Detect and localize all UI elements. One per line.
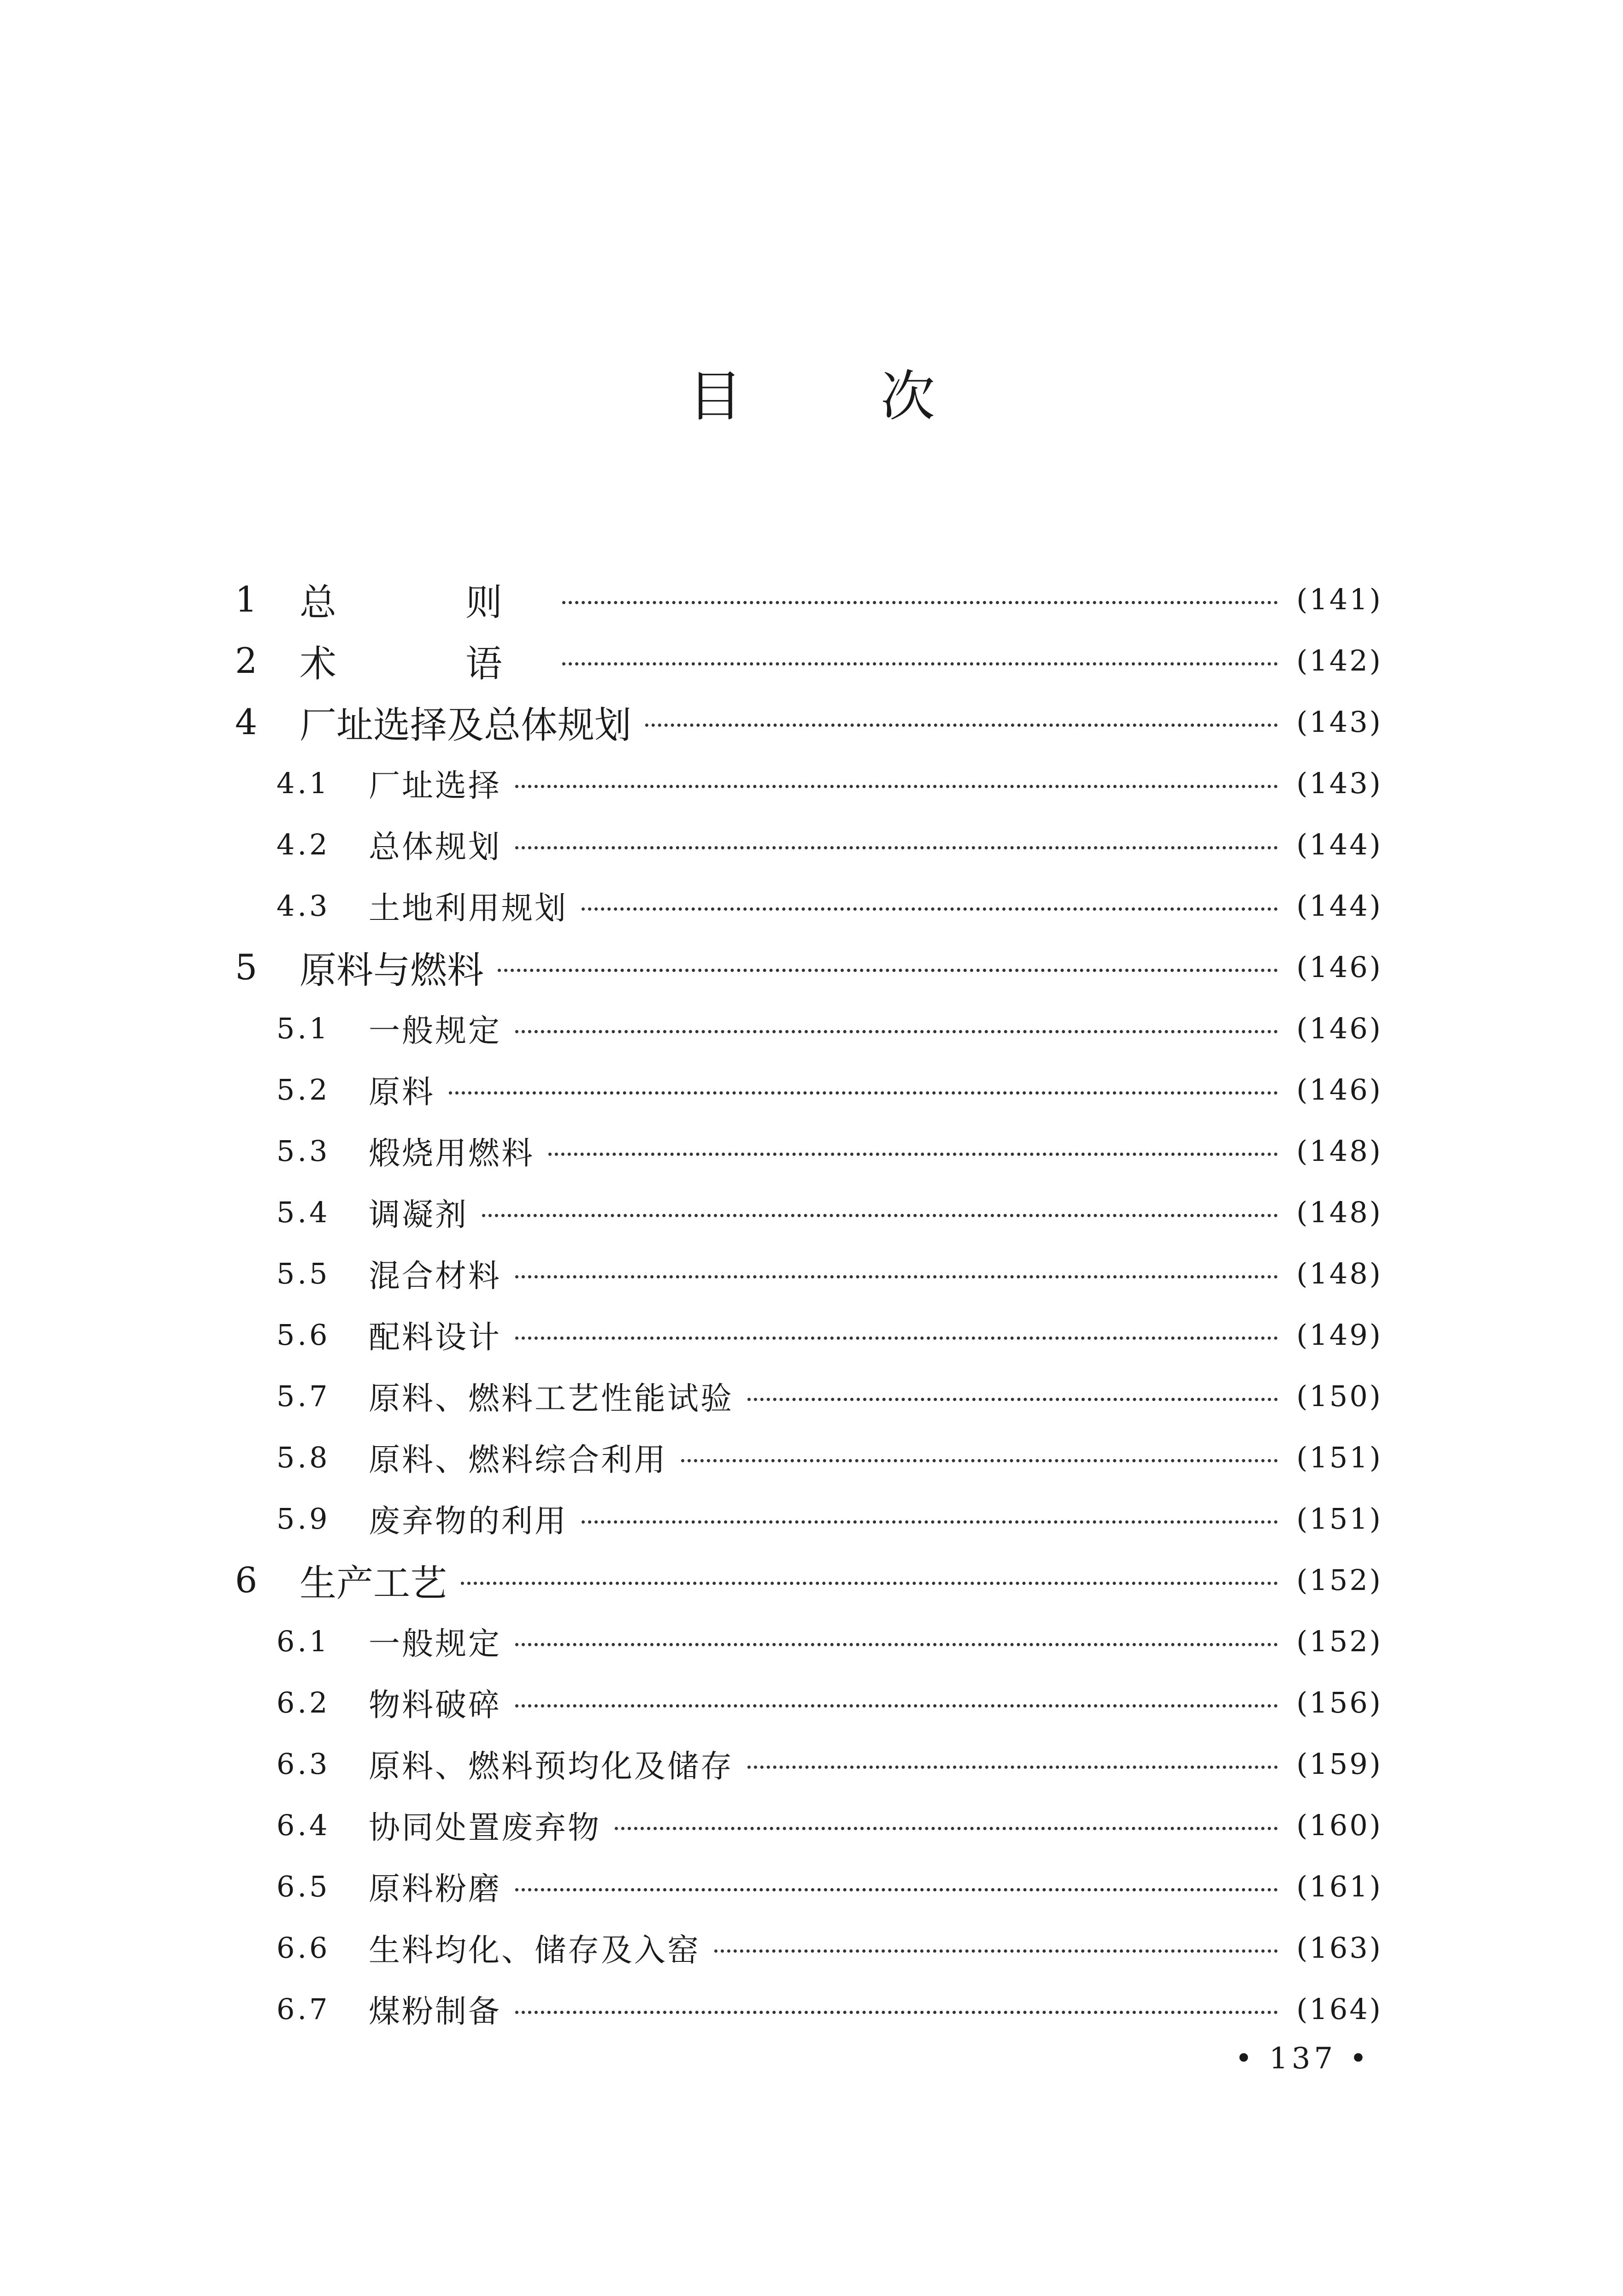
toc-section-entry bbox=[276, 755, 1382, 811]
toc-entry-label: 协同处置废弃物 bbox=[369, 1809, 601, 1846]
toc-entry-label: 煅烧用燃料 bbox=[369, 1135, 535, 1172]
toc-entry-number: 6 bbox=[235, 1559, 258, 1601]
toc-entry-page: (148) bbox=[1296, 1256, 1382, 1290]
toc-entry-page: (160) bbox=[1296, 1808, 1382, 1842]
toc-leader-dots bbox=[582, 1520, 1278, 1524]
toc-entry-number: 5.3 bbox=[276, 1134, 330, 1168]
toc-entry-label: 混合材料 bbox=[369, 1258, 502, 1295]
toc-chapter-entry bbox=[235, 633, 1382, 688]
toc-entry-number: 6.7 bbox=[276, 1992, 330, 2026]
toc-leader-dots bbox=[515, 1704, 1278, 1707]
toc-leader-dots bbox=[562, 662, 1278, 665]
toc-entry-page: (149) bbox=[1296, 1318, 1382, 1352]
toc-entry-page: (144) bbox=[1296, 827, 1382, 861]
toc-chapter-entry bbox=[235, 1552, 1382, 1607]
toc-entry-page: (146) bbox=[1296, 1011, 1382, 1045]
toc-leader-dots bbox=[515, 1275, 1278, 1278]
toc-leader-dots bbox=[498, 969, 1278, 972]
toc-leader-dots bbox=[482, 1214, 1278, 1217]
toc-entry-page: (146) bbox=[1296, 950, 1382, 984]
toc-section-entry bbox=[276, 1920, 1382, 1975]
toc-entry-label: 一般规定 bbox=[369, 1625, 502, 1662]
toc-chapter-entry bbox=[235, 571, 1382, 627]
toc-entry-page: (141) bbox=[1296, 582, 1382, 616]
toc-section-entry bbox=[276, 1123, 1382, 1178]
toc-entry-number: 5.4 bbox=[276, 1195, 330, 1229]
toc-entry-number: 6.5 bbox=[276, 1869, 330, 1903]
toc-entry-label: 术 语 bbox=[300, 642, 548, 685]
toc-section-entry bbox=[276, 1062, 1382, 1117]
toc-leader-dots bbox=[461, 1582, 1278, 1585]
toc-entry-label: 一般规定 bbox=[369, 1013, 502, 1049]
toc-entry-label: 总 则 bbox=[300, 581, 548, 624]
toc-entry-number: 6.2 bbox=[276, 1685, 330, 1719]
page-title: 目次 bbox=[688, 365, 1073, 428]
toc-entry-number: 1 bbox=[235, 578, 258, 620]
toc-entry-label: 物料破碎 bbox=[369, 1687, 502, 1724]
toc-entry-label: 废弃物的利用 bbox=[369, 1503, 568, 1540]
toc-leader-dots bbox=[515, 2011, 1278, 2014]
toc-entry-page: (146) bbox=[1296, 1072, 1382, 1107]
toc-entry-number: 5.6 bbox=[276, 1318, 330, 1352]
toc-entry-number: 5.9 bbox=[276, 1501, 330, 1536]
toc-entry-number: 5.1 bbox=[276, 1011, 330, 1045]
toc-leader-dots bbox=[714, 1949, 1278, 1953]
toc-section-entry bbox=[276, 1859, 1382, 1914]
toc-section-entry bbox=[276, 1307, 1382, 1362]
toc-entry-page: (142) bbox=[1296, 643, 1382, 677]
page-number: • 137 • bbox=[1235, 2042, 1371, 2076]
toc-entry-number: 5 bbox=[235, 946, 258, 988]
toc-entry-number: 5.8 bbox=[276, 1440, 330, 1474]
toc-entry-label: 原料、燃料工艺性能试验 bbox=[369, 1380, 734, 1417]
toc-leader-dots bbox=[562, 601, 1278, 604]
toc-section-entry bbox=[276, 1430, 1382, 1485]
toc-entry-label: 调凝剂 bbox=[369, 1196, 469, 1233]
toc-entry-page: (156) bbox=[1296, 1685, 1382, 1719]
toc-entry-number: 6.6 bbox=[276, 1931, 330, 1965]
toc-entry-label: 总体规划 bbox=[369, 829, 502, 865]
toc-chapter-entry bbox=[235, 939, 1382, 995]
toc-leader-dots bbox=[645, 724, 1278, 727]
toc-entry-page: (144) bbox=[1296, 889, 1382, 923]
toc-entry-label: 配料设计 bbox=[369, 1319, 502, 1356]
toc-entry-page: (164) bbox=[1296, 1992, 1382, 2026]
toc-section-entry bbox=[276, 1981, 1382, 2037]
toc-section-entry bbox=[276, 1246, 1382, 1301]
toc-leader-dots bbox=[515, 1888, 1278, 1891]
toc-leader-dots bbox=[515, 1336, 1278, 1340]
toc-entry-number: 5.2 bbox=[276, 1072, 330, 1107]
toc-entry-label: 厂址选择 bbox=[369, 767, 502, 804]
toc-leader-dots bbox=[515, 1643, 1278, 1646]
toc-entry-number: 4 bbox=[235, 701, 258, 742]
toc-leader-dots bbox=[548, 1153, 1278, 1156]
toc-entry-page: (150) bbox=[1296, 1379, 1382, 1413]
toc-section-entry bbox=[276, 817, 1382, 872]
toc-chapter-entry bbox=[235, 694, 1382, 749]
toc-entry-page: (148) bbox=[1296, 1134, 1382, 1168]
toc-entry-label: 原料粉磨 bbox=[369, 1871, 502, 1907]
toc-entry-page: (148) bbox=[1296, 1195, 1382, 1229]
toc-entry-label: 原料 bbox=[369, 1074, 435, 1111]
toc-leader-dots bbox=[615, 1827, 1278, 1830]
toc-leader-dots bbox=[515, 785, 1278, 788]
toc-entry-label: 原料与燃料 bbox=[300, 948, 484, 992]
toc-section-entry bbox=[276, 1184, 1382, 1240]
toc-section-entry bbox=[276, 878, 1382, 933]
toc-section-entry bbox=[276, 1736, 1382, 1791]
toc-entry-page: (143) bbox=[1296, 766, 1382, 800]
toc-section-entry bbox=[276, 1368, 1382, 1424]
toc-entry-label: 生产工艺 bbox=[300, 1561, 447, 1605]
toc-leader-dots bbox=[515, 846, 1278, 849]
toc-entry-page: (161) bbox=[1296, 1869, 1382, 1903]
toc-entry-page: (152) bbox=[1296, 1624, 1382, 1658]
toc-section-entry bbox=[276, 1491, 1382, 1546]
toc-entry-number: 5.5 bbox=[276, 1256, 330, 1290]
toc-leader-dots bbox=[747, 1398, 1278, 1401]
toc-section-entry bbox=[276, 1797, 1382, 1853]
toc-entry-number: 2 bbox=[235, 640, 258, 681]
toc-entry-page: (143) bbox=[1296, 705, 1382, 739]
toc-entry-page: (151) bbox=[1296, 1501, 1382, 1536]
toc-entry-number: 4.1 bbox=[276, 766, 330, 800]
toc-leader-dots bbox=[515, 1030, 1278, 1033]
toc-section-entry bbox=[276, 1675, 1382, 1730]
toc-entry-label: 原料、燃料预均化及储存 bbox=[369, 1748, 734, 1785]
toc-entry-number: 4.3 bbox=[276, 889, 330, 923]
toc-entry-number: 6.3 bbox=[276, 1747, 330, 1781]
toc-entry-number: 6.4 bbox=[276, 1808, 330, 1842]
toc-section-entry bbox=[276, 1613, 1382, 1669]
toc-entry-label: 原料、燃料综合利用 bbox=[369, 1442, 668, 1478]
toc-entry-page: (163) bbox=[1296, 1931, 1382, 1965]
toc-entry-label: 煤粉制备 bbox=[369, 1993, 502, 2030]
toc-entry-page: (159) bbox=[1296, 1747, 1382, 1781]
toc-entry-number: 4.2 bbox=[276, 827, 330, 861]
toc-section-entry bbox=[276, 1001, 1382, 1056]
toc-leader-dots bbox=[449, 1091, 1278, 1095]
toc-entry-label: 土地利用规划 bbox=[369, 890, 568, 927]
toc-entry-page: (151) bbox=[1296, 1440, 1382, 1474]
toc-entry-number: 5.7 bbox=[276, 1379, 330, 1413]
toc-entry-label: 生料均化、储存及入窑 bbox=[369, 1932, 701, 1969]
toc-leader-dots bbox=[681, 1459, 1278, 1462]
toc-leader-dots bbox=[582, 907, 1278, 911]
toc-entry-label: 厂址选择及总体规划 bbox=[300, 703, 631, 747]
toc-entry-page: (152) bbox=[1296, 1563, 1382, 1597]
toc-entry-number: 6.1 bbox=[276, 1624, 330, 1658]
toc-leader-dots bbox=[747, 1766, 1278, 1769]
